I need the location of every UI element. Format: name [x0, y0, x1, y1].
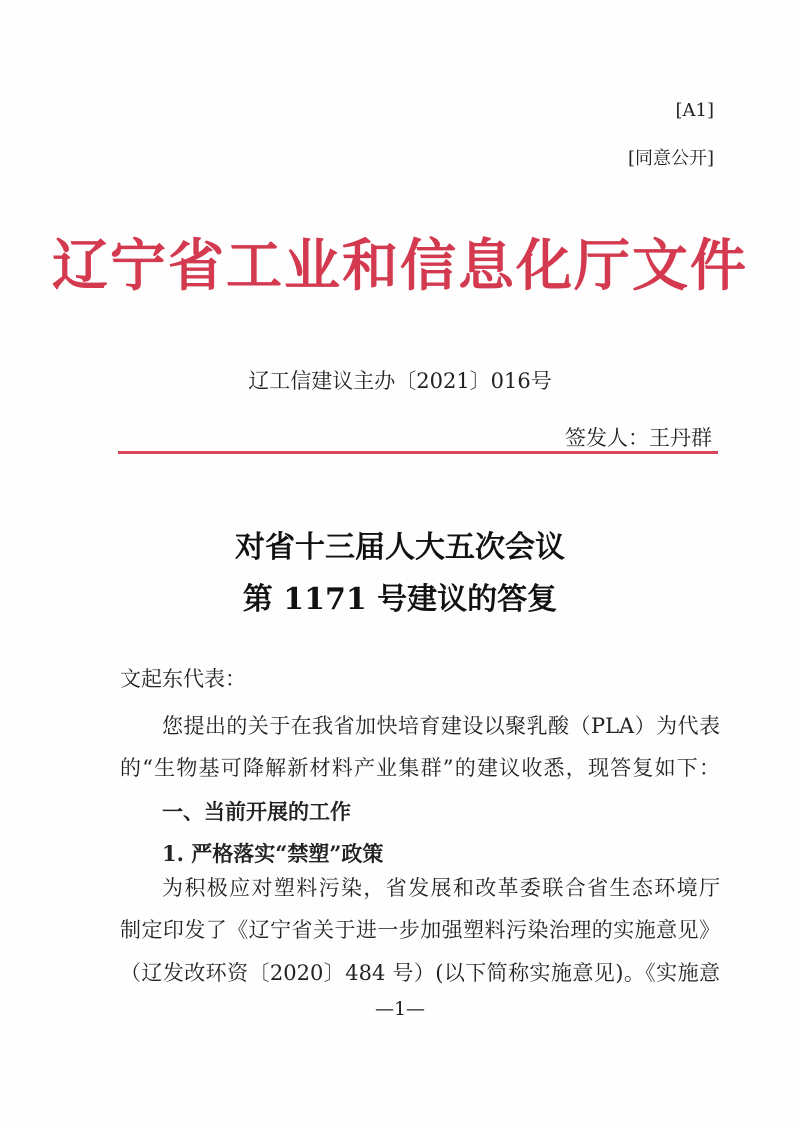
disclosure-tag: [同意公开]	[627, 148, 714, 169]
red-separator-line	[118, 451, 718, 454]
subsection-heading: 1. 严格落实“禁塑”政策	[162, 841, 384, 866]
salutation: 文起东代表：	[120, 667, 246, 691]
page-number: —1—	[374, 998, 426, 1020]
document-number: 辽工信建议主办〔2021〕016号	[248, 369, 552, 393]
paragraph-2-line-1: 为积极应对塑料污染，省发展和改革委联合省生态环境厅	[162, 876, 720, 900]
issuing-authority-title: 辽宁省工业和信息化厅文件	[52, 233, 748, 299]
paragraph-2-line-3: （辽发改环资〔2020〕484 号）(以下简称实施意见)。《实施意	[120, 961, 720, 985]
section-heading: 一、当前开展的工作	[162, 800, 351, 824]
signer-line: 签发人：王丹群	[565, 426, 712, 450]
document-title-line-1: 对省十三届人大五次会议	[235, 530, 565, 565]
paragraph-1-line-2: 的“生物基可降解新材料产业集群”的建议收悉，现答复如下：	[120, 756, 720, 780]
classification-tag: [A1]	[675, 100, 714, 121]
document-title-line-2: 第 1171 号建议的答复	[242, 582, 558, 617]
paragraph-1-line-1: 您提出的关于在我省加快培育建设以聚乳酸（PLA）为代表	[162, 714, 720, 738]
paragraph-2-line-2: 制定印发了《辽宁省关于进一步加强塑料污染治理的实施意见》	[120, 918, 720, 942]
